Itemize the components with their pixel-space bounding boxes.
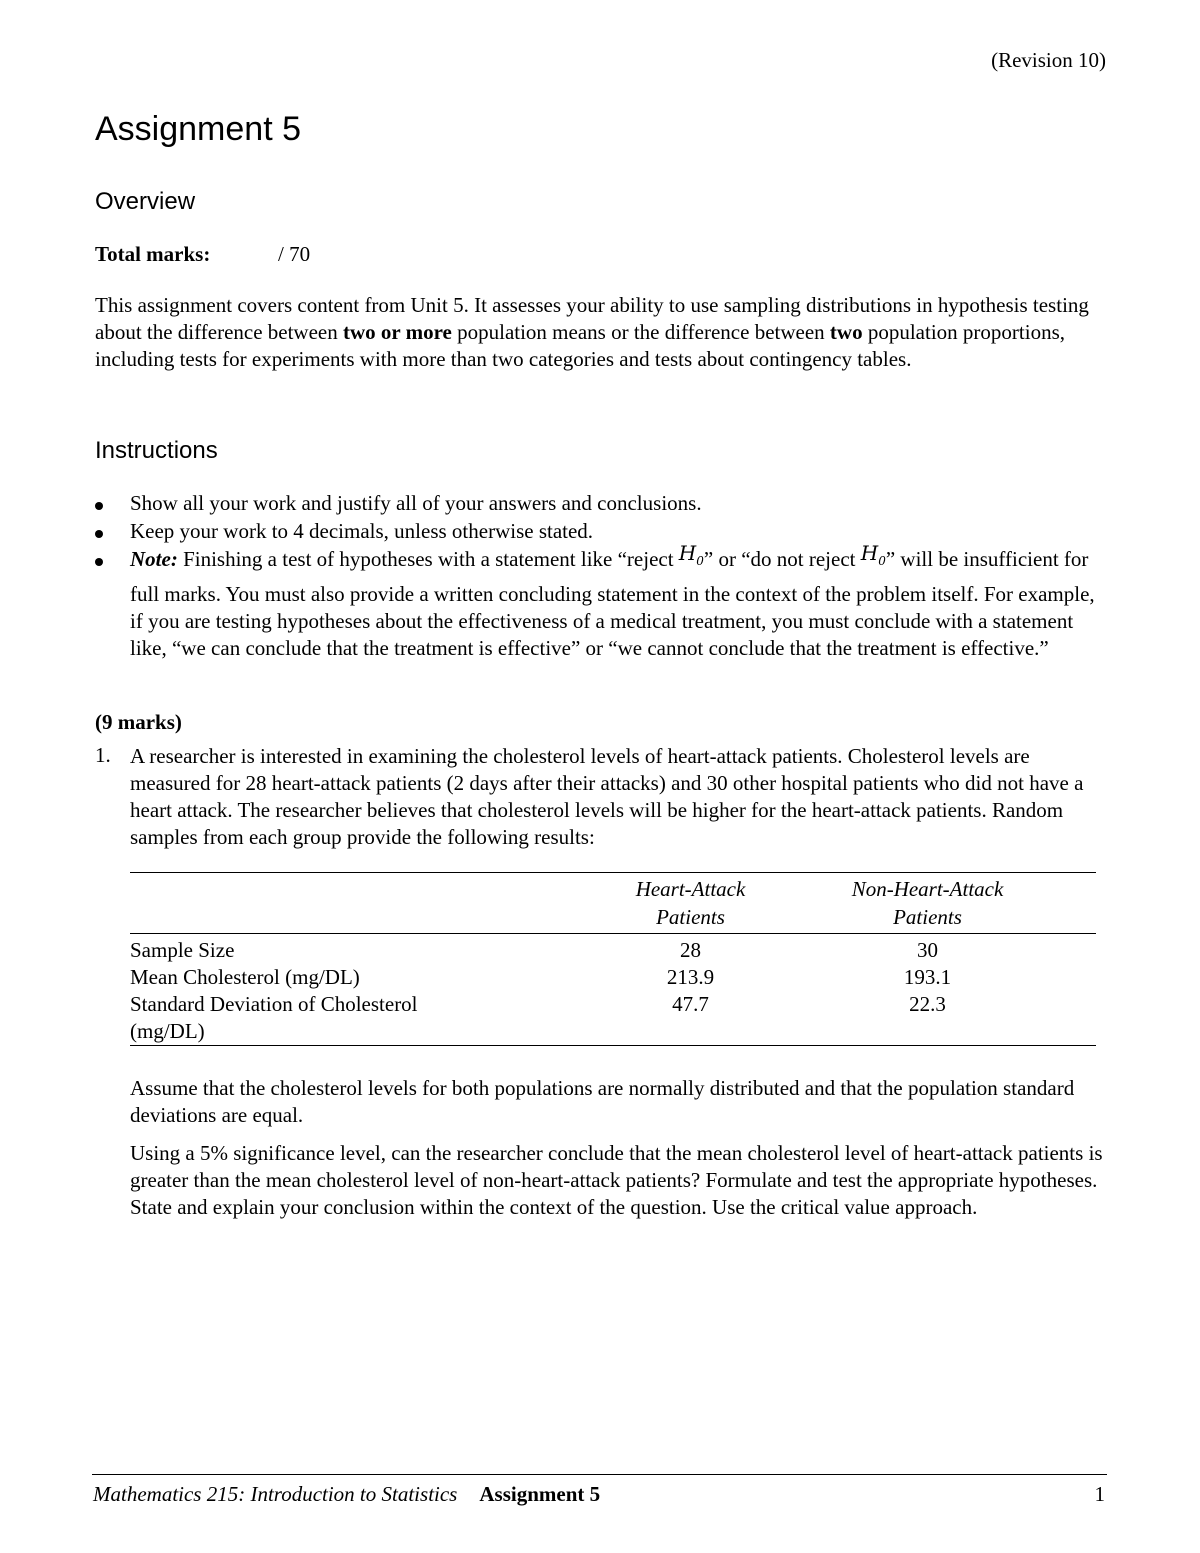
col-non-heart-attack: Non-Heart-Attack Patients bbox=[759, 873, 1096, 934]
results-table bbox=[130, 872, 1096, 1046]
overview-heading: Overview bbox=[95, 188, 196, 215]
bullet-icon bbox=[95, 502, 103, 510]
bullet-icon bbox=[95, 558, 103, 566]
emphasis-two-or-more: two or more bbox=[343, 320, 452, 344]
footer-divider bbox=[92, 1474, 1107, 1475]
table-header-row bbox=[130, 873, 1096, 934]
question-number: 1. bbox=[95, 743, 111, 767]
question-marks: (9 marks) bbox=[95, 710, 182, 734]
question-text: A researcher is interested in examining the cholesterol levels of heart-attack patients. Cholesterol levels are measured for 28 heart-attack patients (2 days after their attacks) and 30 other hospital patients who did not have a heart attack. The researcher believes that cholesterol levels will be higher for the heart-attack patients. Random samples from each group provide the following results: bbox=[130, 744, 1084, 849]
note-label: Note: bbox=[130, 547, 178, 571]
list-item: Show all your work and justify all of your answers and conclusions. bbox=[95, 490, 1105, 517]
total-marks-value: / 70 bbox=[278, 242, 311, 266]
list-item: Keep your work to 4 decimals, unless otherwise stated. bbox=[95, 518, 1105, 545]
revision-label: (Revision 10) bbox=[991, 48, 1106, 72]
table-row: Standard Deviation of Cholesterol (mg/DL) 47.7 22.3 bbox=[130, 991, 1096, 1046]
h0-symbol: $H_0$ bbox=[678, 541, 704, 568]
bullet-icon bbox=[95, 530, 103, 538]
page-number: 1 bbox=[1094, 1482, 1105, 1506]
total-marks-label: Total marks: bbox=[95, 242, 211, 266]
footer-assignment: Assignment 5 bbox=[479, 1482, 601, 1506]
h0-symbol: $H_0$ bbox=[860, 541, 886, 568]
overview-description: This assignment covers content from Unit 5. It assesses your ability to use sampling distributions in hypothesis testing about the difference between two or more population means or the difference between two population proportions, including tests for experiments with more than two categories and tests about contingency tables. bbox=[95, 293, 1089, 371]
col-heart-attack: Heart-Attack Patients bbox=[622, 873, 759, 934]
table-row: Mean Cholesterol (mg/DL) 213.9 193.1 bbox=[130, 965, 952, 989]
table-row: Sample Size 28 30 bbox=[130, 938, 938, 962]
task-text: Using a 5% significance level, can the researcher conclude that the mean cholesterol level of heart-attack patients is greater than the mean cholesterol level of non-heart-attack patients? Formulate and test the appropriate hypotheses. State and explain your conclusion within the context of the question. Use the critical value approach. bbox=[130, 1141, 1103, 1219]
assumption-text: Assume that the cholesterol levels for both populations are normally distributed and that the population standard deviations are equal. bbox=[130, 1076, 1075, 1127]
page-title: Assignment 5 bbox=[95, 110, 301, 148]
total-marks bbox=[95, 242, 310, 267]
instructions-list bbox=[95, 490, 1105, 663]
footer-course: Mathematics 215: Introduction to Statistics bbox=[93, 1482, 458, 1506]
footer bbox=[93, 1482, 1105, 1507]
list-item: Note: Finishing a test of hypotheses with a statement like “reject $H_0$” or “do not reject $H_0$” will be insufficient for full marks. You must also provide a written concluding statement in the context of the problem itself. For example, if you are testing hypotheses about the effectiveness of a medical treatment, you must conclude with a statement like, “we can conclude that the treatment is effective” or “we cannot conclude that the treatment is effective.” bbox=[95, 546, 1105, 662]
instructions-heading: Instructions bbox=[95, 437, 218, 464]
emphasis-two: two bbox=[829, 320, 863, 344]
